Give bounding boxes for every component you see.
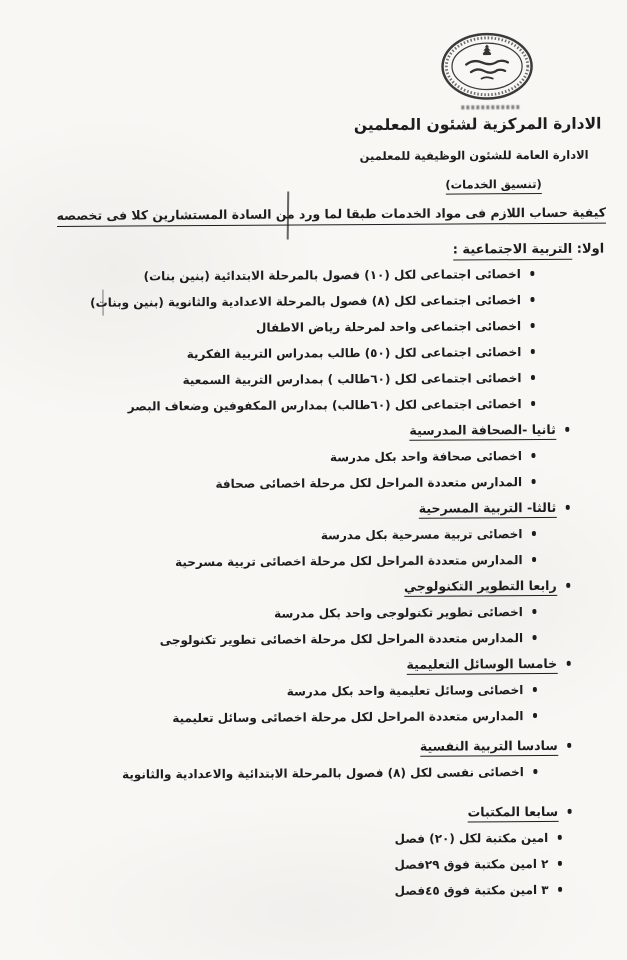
list-item-text: اخصائى تطوير تكنولوجى واحد بكل مدرسة [274, 605, 523, 621]
section-title-text: ثانيا -الصحافة المدرسية [409, 422, 555, 441]
list-item [0, 442, 627, 472]
stamp-caption-illegible [461, 105, 519, 109]
bullet-icon [533, 713, 538, 718]
list-item [0, 338, 627, 368]
list-item-text: اخصائى اجتماعى لكل (٨) فصول بالمرحلة الاعدادية والثانوية (بنين وبنات) [90, 293, 522, 310]
list-item [3, 850, 627, 880]
bullet-icon [565, 505, 570, 510]
list-item [1, 520, 627, 550]
bullet-icon [532, 557, 537, 562]
list-item-text: ٣ امين مكتبة فوق ٤٥فصل [394, 882, 549, 898]
list-item-text: اخصائى نفسى لكل (٨) فصول بالمرحلة الابتدائية والاعدادية والثانوية [122, 765, 524, 782]
bullet-icon [566, 583, 571, 588]
list-item [2, 758, 627, 788]
bullet-icon [531, 479, 536, 484]
section-title-text: سابعا المكتبات [468, 804, 559, 823]
list-item [1, 598, 627, 628]
bullet-icon [557, 861, 562, 866]
bullet-icon [558, 887, 563, 892]
document-title: كيفية حساب اللازم فى مواد الخدمات طبقا لما ورد من السادة المستشارين كلا فى تخصصه [57, 205, 606, 227]
bullet-icon [531, 453, 536, 458]
bullet-icon [530, 375, 535, 380]
bullet-icon [531, 401, 536, 406]
section-header-fifth [2, 650, 627, 680]
bullet-icon [530, 323, 535, 328]
document-body-list [0, 260, 627, 906]
org-name-primary: الادارة المركزية لشئون المعلمين [353, 114, 602, 135]
bullet-icon [567, 743, 572, 748]
list-item-text: اخصائى اجتماعى لكل (٦٠طالب ) بمدارس التربية السمعية [182, 371, 522, 388]
section-header-fourth [1, 572, 627, 602]
list-item-text: اخصائى تربية مسرحية بكل مدرسة [320, 527, 523, 543]
list-item [0, 260, 626, 290]
section-number-label: اولا: [576, 241, 605, 257]
list-item-text: ٢ امين مكتبة فوق ٢٩فصل [394, 856, 549, 872]
ministry-eagle-seal-icon [439, 30, 535, 103]
list-item [3, 876, 627, 906]
bullet-icon [557, 835, 562, 840]
list-item [3, 824, 627, 854]
section-title-text: ثالثا- التربية المسرحية [419, 500, 557, 519]
list-item [1, 624, 627, 654]
list-item-text: اخصائى وسائل تعليمية واحد بكل مدرسة [286, 683, 524, 699]
bullet-icon [532, 609, 537, 614]
section-title-text: خامسا الوسائل التعليمية [406, 656, 557, 675]
bullet-icon [530, 349, 535, 354]
bullet-icon [566, 661, 571, 666]
org-name-secondary: الادارة العامة للشئون الوظيفية للمعلمين [359, 147, 589, 164]
list-item-text: اخصائى صحافة واحد بكل مدرسة [329, 449, 522, 465]
bullet-icon [530, 271, 535, 276]
list-item-text: المدارس متعددة المراحل لكل مرحلة اخصائى صحافة [215, 475, 523, 491]
list-item [1, 546, 627, 576]
list-item [0, 286, 627, 316]
bullet-icon [567, 809, 572, 814]
list-item-text: امين مكتبة لكل (٢٠) فصل [394, 830, 549, 846]
section-title-text: رابعا التطوير التكنولوجي [404, 578, 557, 597]
list-item-text: اخصائى اجتماعى واحد لمرحلة رياض الاطفال [255, 319, 522, 335]
bullet-icon [533, 769, 538, 774]
list-item [1, 468, 627, 498]
section-header-sixth [2, 732, 627, 762]
section-title-text: سادسا التربية النفسية [420, 738, 558, 757]
list-item [0, 364, 627, 394]
list-item-text: المدارس متعددة المراحل لكل مرحلة اخصائى تربية مسرحية [175, 553, 523, 570]
list-item-text: اخصائى اجتماعى لكل (١٠) فصول بالمرحلة الابتدائية (بنين بنات) [143, 267, 521, 284]
list-item-text: اخصائى اجتماعى لكل (٦٠طالب) بمدارس المكفوفين وضعاف البصر [127, 397, 522, 414]
eagle-icon [482, 45, 491, 56]
bullet-icon [532, 687, 537, 692]
list-item-text: المدارس متعددة المراحل لكل مرحلة اخصائى وسائل تعليمية [172, 709, 524, 726]
bullet-icon [565, 427, 570, 432]
services-coordination-label: (تنسيق الخدمات) [445, 177, 542, 195]
section-header-seventh [3, 798, 627, 828]
section-title-text: التربية الاجتماعية : [453, 242, 573, 261]
section-header-third [1, 494, 627, 524]
bullet-icon [532, 635, 537, 640]
stamp-calligraphy [466, 61, 508, 79]
list-item [2, 702, 627, 732]
section-header-second [0, 416, 627, 446]
bullet-icon [530, 297, 535, 302]
list-item-text: المدارس متعددة المراحل لكل مرحلة اخصائى تطوير تكنولوجى [159, 631, 524, 648]
list-item-text: اخصائى اجتماعى لكل (٥٠) طالب بمدراس التربية الفكرية [186, 345, 522, 362]
ministry-stamp [439, 30, 535, 103]
list-item [0, 390, 627, 420]
list-item [0, 312, 627, 342]
bullet-icon [531, 531, 536, 536]
list-item [2, 676, 627, 706]
section-header-first [453, 242, 605, 258]
